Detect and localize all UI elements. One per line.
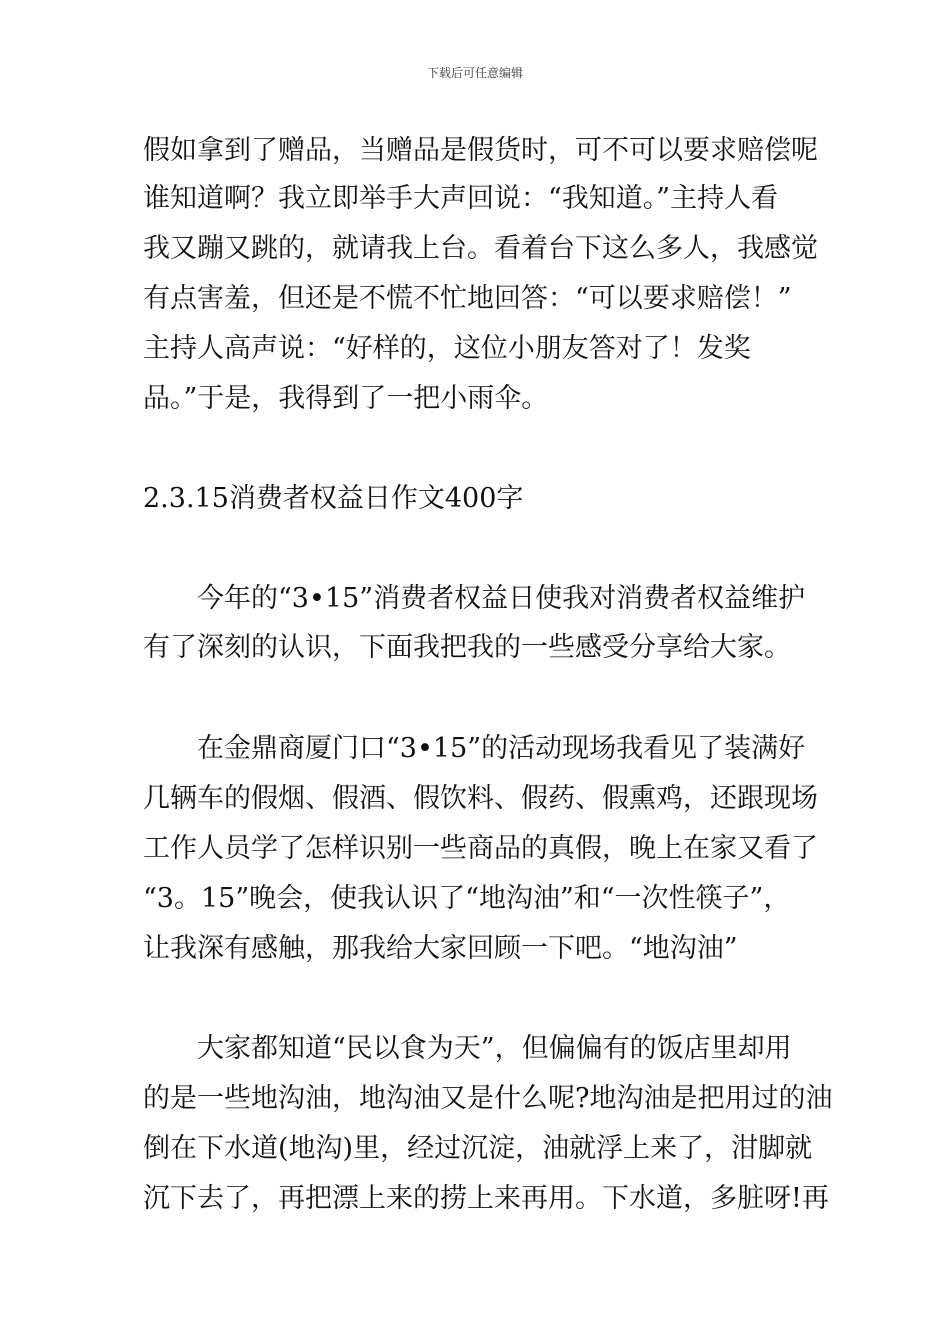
text-line: 倒在下水道(地沟)里，经过沉淀，油就浮上来了，泔脚就 [143,1133,813,1164]
text-line: 有点害羞，但还是不慌不忙地回答：“可以要求赔偿！” [143,283,792,314]
text-line: 主持人高声说：“好样的，这位小朋友答对了！发奖 [143,333,751,364]
text-line: 工作人员学了怎样识别一些商品的真假，晚上在家又看了 [143,833,818,864]
text-line: 让我深有感触，那我给大家回顾一下吧。“地沟油” [143,933,738,964]
section-heading: 2.3.15消费者权益日作文400字 [143,483,524,514]
text-line: 几辆车的假烟、假酒、假饮料、假药、假熏鸡，还跟现场 [143,783,818,814]
text-line: 品。”于是，我得到了一把小雨伞。 [143,383,549,414]
text-line: “3。15”晚会，使我认识了“地沟油”和“一次性筷子”， [143,883,791,914]
text-line: 假如拿到了赠品，当赠品是假货时，可不可以要求赔偿呢 [143,135,818,166]
text-line: 的是一些地沟油，地沟油又是什么呢?地沟油是把用过的油 [143,1083,833,1114]
text-line: 沉下去了，再把漂上来的捞上来再用。下水道，多脏呀!再 [143,1183,829,1214]
text-line: 在金鼎商厦门口“3•15”的活动现场我看见了装满好 [197,733,806,764]
text-line: 谁知道啊？我立即举手大声回说：“我知道。”主持人看 [143,183,779,214]
text-line: 今年的“3•15”消费者权益日使我对消费者权益维护 [197,583,806,614]
text-line: 我又蹦又跳的，就请我上台。看着台下这么多人，我感觉 [143,233,818,264]
page-header: 下载后可任意编辑 [426,66,523,80]
text-line: 有了深刻的认识，下面我把我的一些感受分享给大家。 [143,632,791,663]
text-line: 大家都知道“民以食为天”，但偏偏有的饭店里却用 [197,1033,792,1064]
